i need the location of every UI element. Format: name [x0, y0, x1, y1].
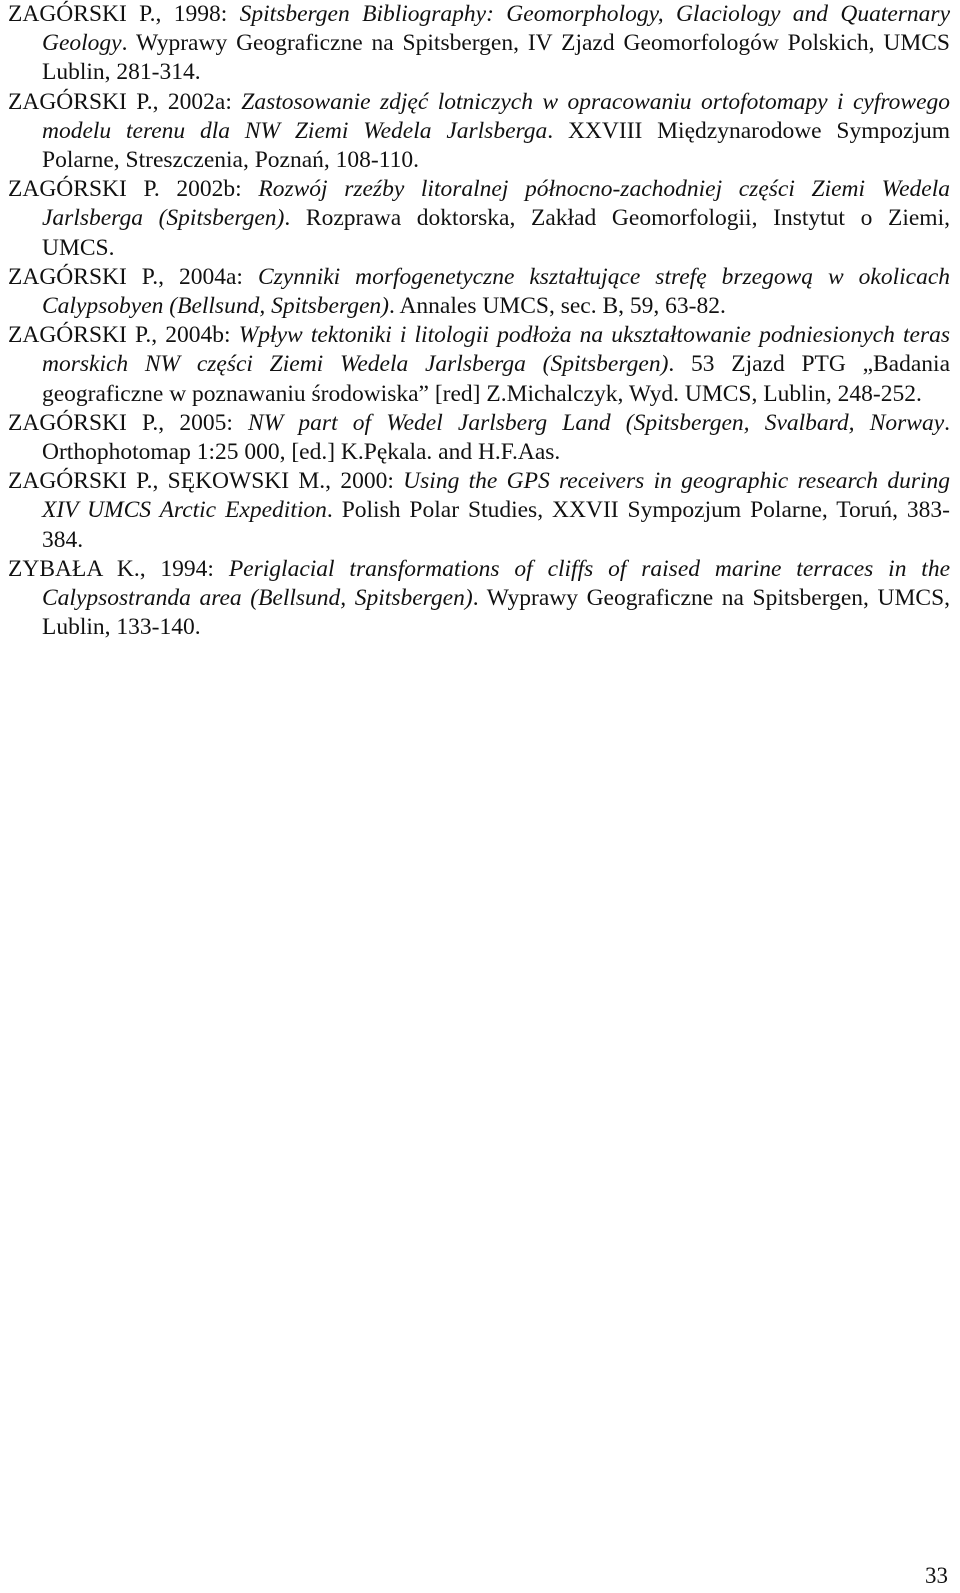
bibliography-entry — [8, 321, 950, 409]
bibliography-entry — [8, 263, 950, 321]
entry-title: Wpływ tektoniki i litologii podłoża na ukształtowanie podniesionych teras morskich NW części Ziemi Wedela Jarlsberga (Spitsbergen) — [42, 322, 950, 378]
bibliography-list — [8, 0, 950, 642]
page-number: 33 — [925, 1563, 948, 1588]
entry-author-year: ZYBAŁA K., 1994: — [8, 555, 229, 582]
entry-publication: . Orthophotomap 1:25 000, [ed.] K.Pękala. and H.F.Aas. — [42, 409, 950, 466]
bibliography-entry — [8, 409, 950, 467]
entry-publication: . Wyprawy Geograficzne na Spitsbergen, UMCS, Lublin, 133-140. — [42, 585, 951, 641]
entry-publication: . 53 Zjazd PTG „Badania geograficzne w poznawaniu środowiska” [red] Z.Michalczyk, Wyd. UMCS, Lublin, 248-252. — [42, 351, 950, 407]
bibliography-entry — [8, 175, 950, 263]
entry-title: Using the GPS receivers in geographic research during XIV UMCS Arctic Expedition — [42, 468, 950, 524]
entry-publication: . Annales UMCS, sec. B, 59, 63-82. — [389, 293, 726, 320]
entry-author-year: ZAGÓRSKI P., 1998: — [8, 1, 240, 27]
entry-publication: . Wyprawy Geograficzne na Spitsbergen, IV Zjazd Geomorfologów Polskich, UMCS Lublin, 281-314. — [42, 30, 950, 86]
entry-title: NW part of Wedel Jarlsberg Land (Spitsbergen, Svalbard, Norway — [248, 409, 945, 436]
entry-publication: . XXVIII Międzynarodowe Sympozjum Polarne, Streszczenia, Poznań, 108-110. — [42, 117, 951, 174]
entry-title: Spitsbergen Bibliography: Geomorphology, Glaciology and Quaternary Geology — [42, 1, 950, 57]
entry-title: Periglacial transformations of cliffs of raised marine terraces in the Calypsostranda area (Bellsund, Spitsbergen) — [42, 555, 951, 612]
bibliography-entry — [8, 88, 950, 176]
entry-title: Czynniki morfogenetyczne kształtujące strefę brzegową w okolicach Calypsobyen (Bellsund, Spitsbergen) — [42, 263, 950, 320]
entry-publication: . Polish Polar Studies, XXVII Sympozjum Polarne, Toruń, 383-384. — [42, 497, 950, 553]
entry-author-year: ZAGÓRSKI P., SĘKOWSKI M., 2000: — [8, 468, 404, 495]
entry-author-year: ZAGÓRSKI P., 2002a: — [8, 88, 242, 115]
entry-author-year: ZAGÓRSKI P., 2004a: — [8, 263, 258, 290]
bibliography-entry — [8, 555, 950, 643]
bibliography-entry — [8, 0, 950, 88]
entry-author-year: ZAGÓRSKI P., 2005: — [8, 409, 249, 436]
entry-author-year: ZAGÓRSKI P. 2002b: — [8, 176, 259, 203]
entry-title: Zastosowanie zdjęć lotniczych w opracowaniu ortofotomapy i cyfrowego modelu terenu dla NW Ziemi Wedela Jarlsberga — [42, 88, 951, 144]
entry-publication: . Rozprawa doktorska, Zakład Geomorfologii, Instytut o Ziemi, UMCS. — [42, 205, 950, 261]
entry-author-year: ZAGÓRSKI P., 2004b: — [8, 322, 239, 349]
entry-title: Rozwój rzeźby litoralnej północno-zachodniej części Ziemi Wedela Jarlsberga (Spitsbergen) — [42, 176, 950, 232]
bibliography-entry — [8, 467, 950, 555]
